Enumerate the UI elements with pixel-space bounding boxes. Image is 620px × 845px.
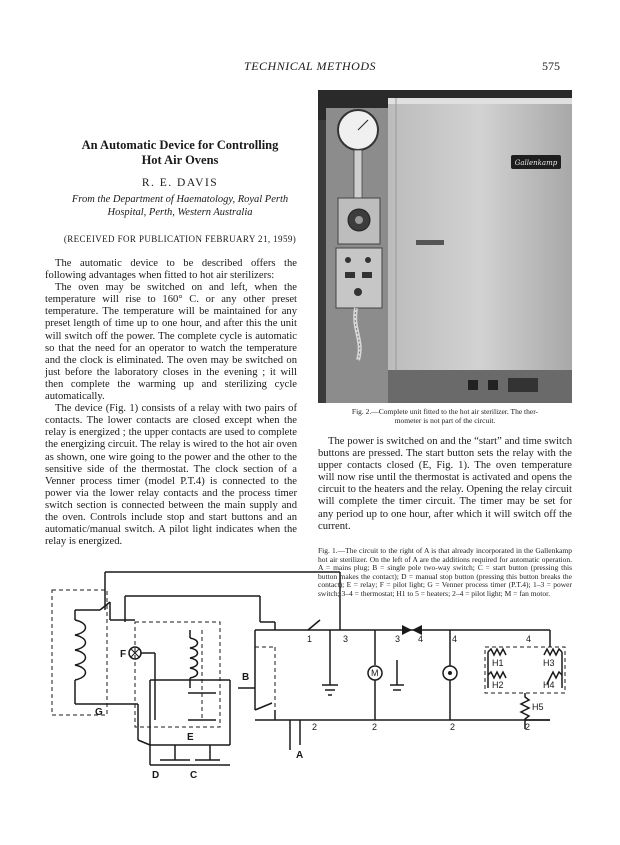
body-column-left: [45, 258, 297, 548]
figure-1-caption: Fig. 1.—The circuit to the right of A is that already incorporated in the Gallenkamp hot air sterilizer. On the left of A are the additions required for automatic operation. A = mains plug; B = single pole two-way switch; C = start button (pressing this button makes the contact); D = manual stop button (pressing this button breaks the contact); E = relay; F = pilot light; G = Venner process timer (P.T.4); 1–3 = power switch; 3–4 = thermostat; H1 to 5 = heaters; 2–4 = pilot light; M = fan motor.: [318, 546, 572, 598]
figure-2-caption-line-2: mometer is not part of the circuit.: [394, 416, 496, 425]
label-terminal-2-d: 2: [525, 722, 531, 732]
page-number: 575: [542, 59, 560, 73]
label-h1: H1: [492, 658, 504, 668]
heater-h1-icon: [488, 649, 506, 655]
affiliation-line-2: Hospital, Perth, Western Australia: [107, 207, 253, 218]
timer-coil-icon: [75, 620, 86, 680]
label-terminal-4-a: 4: [418, 634, 424, 644]
thermostat-icon: [402, 625, 412, 635]
author: R. E. DAVIS: [141, 177, 219, 189]
title-line-1: An Automatic Device for Controlling: [81, 138, 279, 152]
label-terminal-4-b: 4: [452, 634, 458, 644]
paragraph-3: The device (Fig. 1) consists of a relay with two pairs of contacts. The lower contacts are closed except when the relay is energized ; the upper contacts are used to complete the energizing circuit. The relay is wired to the hot air oven as shown, one wire going to the power and the other to the sensitive side of the thermostat. The clock section of a Venner process timer (model P.T.4) is connected to the power via the lower relay contacts and the process timer switch section is connected between the main supply and the oven. Controls include stop and start buttons and an automatic/manual switch. A pilot light indicates when the relay is energized.: [45, 403, 297, 548]
label-g: G: [95, 707, 103, 718]
label-e: E: [187, 732, 194, 743]
brand-plate-text: Gallenkamp: [514, 159, 558, 167]
label-c: C: [190, 770, 198, 781]
relay-coil-icon: [190, 638, 198, 678]
paragraph-2: The oven may be switched on and left, when the temperature will rise to 160° C. or any other preset temperature. The temperature will be maintained for any preset length of time up to one hour, and after this the unit will switch off the power. The complete cycle is automatic so that the need for an operator to watch the temperature and the clock is eliminated. The oven may be switched on just before the laboratory closes in the evening ; it will then complete the warming up and sterilizing cycle automatically.: [45, 282, 297, 403]
timer-g-outline: [52, 590, 107, 715]
figure-2-photo: [318, 90, 572, 403]
label-terminal-2-c: 2: [450, 722, 456, 732]
heater-h3-icon: [544, 649, 562, 655]
label-terminal-2-a: 2: [312, 722, 318, 732]
power-switch-icon: [308, 620, 320, 630]
label-terminal-3-left: 3: [343, 634, 349, 644]
label-a: A: [296, 750, 304, 761]
running-head: TECHNICAL METHODS: [244, 59, 376, 73]
label-d: D: [152, 770, 160, 781]
label-terminal-3-right: 3: [395, 634, 401, 644]
paragraph-1: The automatic device to be described offers the following advantages when fitted to hot air sterilizers:: [45, 258, 297, 282]
label-h3: H3: [543, 658, 555, 668]
label-b: B: [242, 672, 250, 683]
label-h5: H5: [532, 702, 544, 712]
switch-b-icon: [255, 703, 272, 710]
figure-1-circuit-diagram: [40, 560, 580, 790]
affiliation: [40, 193, 320, 219]
title-line-2: Hot Air Ovens: [141, 153, 219, 167]
article-title: [50, 138, 310, 168]
received-date: (RECEIVED FOR PUBLICATION FEBRUARY 21, 1959): [63, 234, 297, 244]
label-h2: H2: [492, 680, 504, 690]
heater-h2-icon: [488, 672, 506, 678]
body-column-right: [318, 436, 572, 533]
relay-e-outline: [135, 622, 220, 727]
label-h4: H4: [543, 680, 555, 690]
affiliation-line-1: From the Department of Haematology, Royal Perth: [71, 194, 289, 205]
label-terminal-2-b: 2: [372, 722, 378, 732]
label-terminal-1: 1: [307, 634, 313, 644]
label-m: M: [371, 668, 379, 678]
paragraph-4: The power is switched on and the “start” and time switch buttons are pressed. The start button sets the relay with the upper contacts closed (E, Fig. 1). The oven temperature will now rise until the thermostat is activated and opens the circuit to the heaters and the relay. Opening the relay circuit will complete the timer circuit. The timer may be set for any period up to one hour, after which it will switch off the current.: [318, 436, 572, 532]
label-f: F: [120, 649, 127, 660]
figure-2-caption: [318, 407, 572, 425]
figure-2-caption-line-1: Fig. 2.—Complete unit fitted to the hot air sterilizer. The ther-: [351, 407, 539, 416]
label-terminal-4-c: 4: [526, 634, 532, 644]
control-panel: [336, 248, 382, 308]
